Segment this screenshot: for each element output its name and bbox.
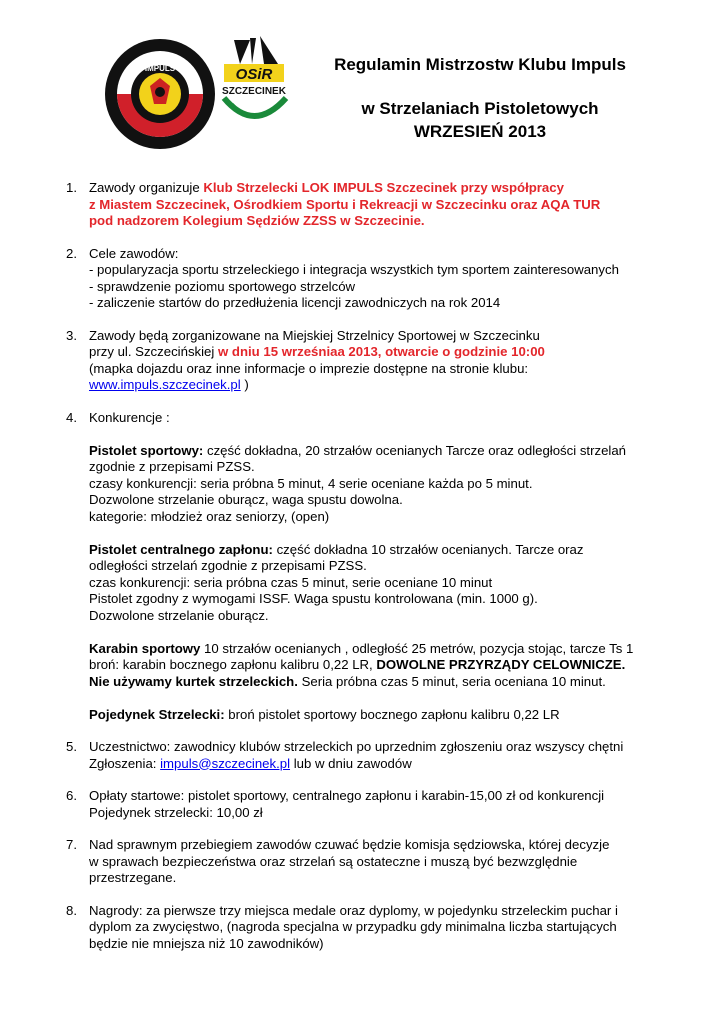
list-item: 3. Zawody będą zorganizowane na Miejskiej Strzelnicy Sportowej w Szczecinku przy ul. Szczecińskiej w dniu 15 wrześniaa 2013, otwarcie o godzinie 10:00 (mapka dojazdu oraz inne informacje o imprezie dostępne na stronie klubu: www.impuls.szczecinek.pl ) — [66, 327, 545, 392]
list-item: 7. Nad sprawnym przebiegiem zawodów czuwać będzie komisja sędziowska, której decyzje w sprawach bezpieczeństwa oraz strzelań są ostateczne i muszą być bezwzględnie przestrzegane. — [66, 837, 610, 885]
list-item: 4. Konkurencje : Pistolet sportowy: część dokładna, 20 strzałów ocenianych Tarcze oraz odległości strzelań zgodnie z przepisami PZSS. czasy konkurencji: seria próbna 5 minut, 4 serie oceniane każda po 5 minut. Dozwolone strzelanie oburącz, waga spustu dowolna. kategorie: młodzież oraz seniorzy, (open) Pistolet centralnego zapłonu: część dokładna 10 strzałów ocenianych. Tarcze oraz odległości strzelań zgodnie z przepisami PZSS. czas konkurencji: seria próbna czas 5 minut, serie oceniane 10 minut Pistolet zgodny z wymogami ISSF. Waga spustu kontrolowana (min. 1000 g). Dozwolone strzelanie oburącz. Karabin sportowy 10 strzałów ocenianych , odległość 25 metrów, pozycja stojąc, tarcze Ts 1 broń: karabin bocznego zapłonu kalibru 0,22 LR, DOWOLNE PRZYRZĄDY CELOWNICZE. Nie używamy kurtek strzeleckich. Seria próbna czas 5 minut, seria oceniana 10 minut. Pojedynek Strzelecki: broń pistolet sportowy bocznego zapłonu kalibru 0,22 LR — [66, 409, 634, 722]
svg-text:SZCZECINEK: SZCZECINEK — [222, 86, 286, 97]
list-item: 1. Zawody organizuje Klub Strzelecki LOK IMPULS Szczecinek przy współpracy z Miastem Szczecinek, Ośrodkiem Sportu i Rekreacji w Szczecinku oraz AQA TUR pod nadzorem Kolegium Sędziów ZZSS w Szczecinie. — [66, 180, 601, 228]
list-item: 5. Uczestnictwo: zawodnicy klubów strzeleckich po uprzednim zgłoszeniu oraz wszyscy chętni Zgłoszenia: impuls@szczecinek.pl lub w dniu zawodów — [66, 739, 624, 771]
svg-text:OSiR: OSiR — [235, 66, 273, 83]
regulations-list — [66, 180, 666, 968]
logo-center-text: IMPULS — [144, 64, 176, 73]
list-item: 6. Opłaty startowe: pistolet sportowy, centralnego zapłonu i karabin-15,00 zł od konkurencji Pojedynek strzelecki: 10,00 zł — [66, 788, 605, 820]
club-impuls-logo — [104, 38, 216, 150]
page-title: Regulamin Mistrzostw Klubu Impuls — [334, 55, 626, 74]
email-link[interactable]: impuls@szczecinek.pl — [160, 755, 291, 771]
club-website-link[interactable]: www.impuls.szczecinek.pl — [89, 377, 241, 392]
subtitle: w Strzelaniach Pistoletowych — [361, 99, 599, 118]
subtitle-date: WRZESIEŃ 2013 — [413, 122, 547, 141]
list-item: 2. Cele zawodów: - popularyzacja sportu strzeleckiego i integracja wszystkich tym sportem zainteresowanych - sprawdzenie poziomu sportowego strzelców - zaliczenie startów do przedłużenia licencji zawodniczych na rok 2014 — [66, 245, 619, 310]
list-item: 8. Nagrody: za pierwsze trzy miejsca medale oraz dyplomy, w pojedynku strzeleckim puchar i dyplom za zwycięstwo, (nagroda specjalna w przypadku gdy minimalna liczba startujących będzie nie mniejsza niż 10 zawodników) — [66, 902, 618, 951]
osir-szczecinek-logo — [220, 34, 290, 134]
